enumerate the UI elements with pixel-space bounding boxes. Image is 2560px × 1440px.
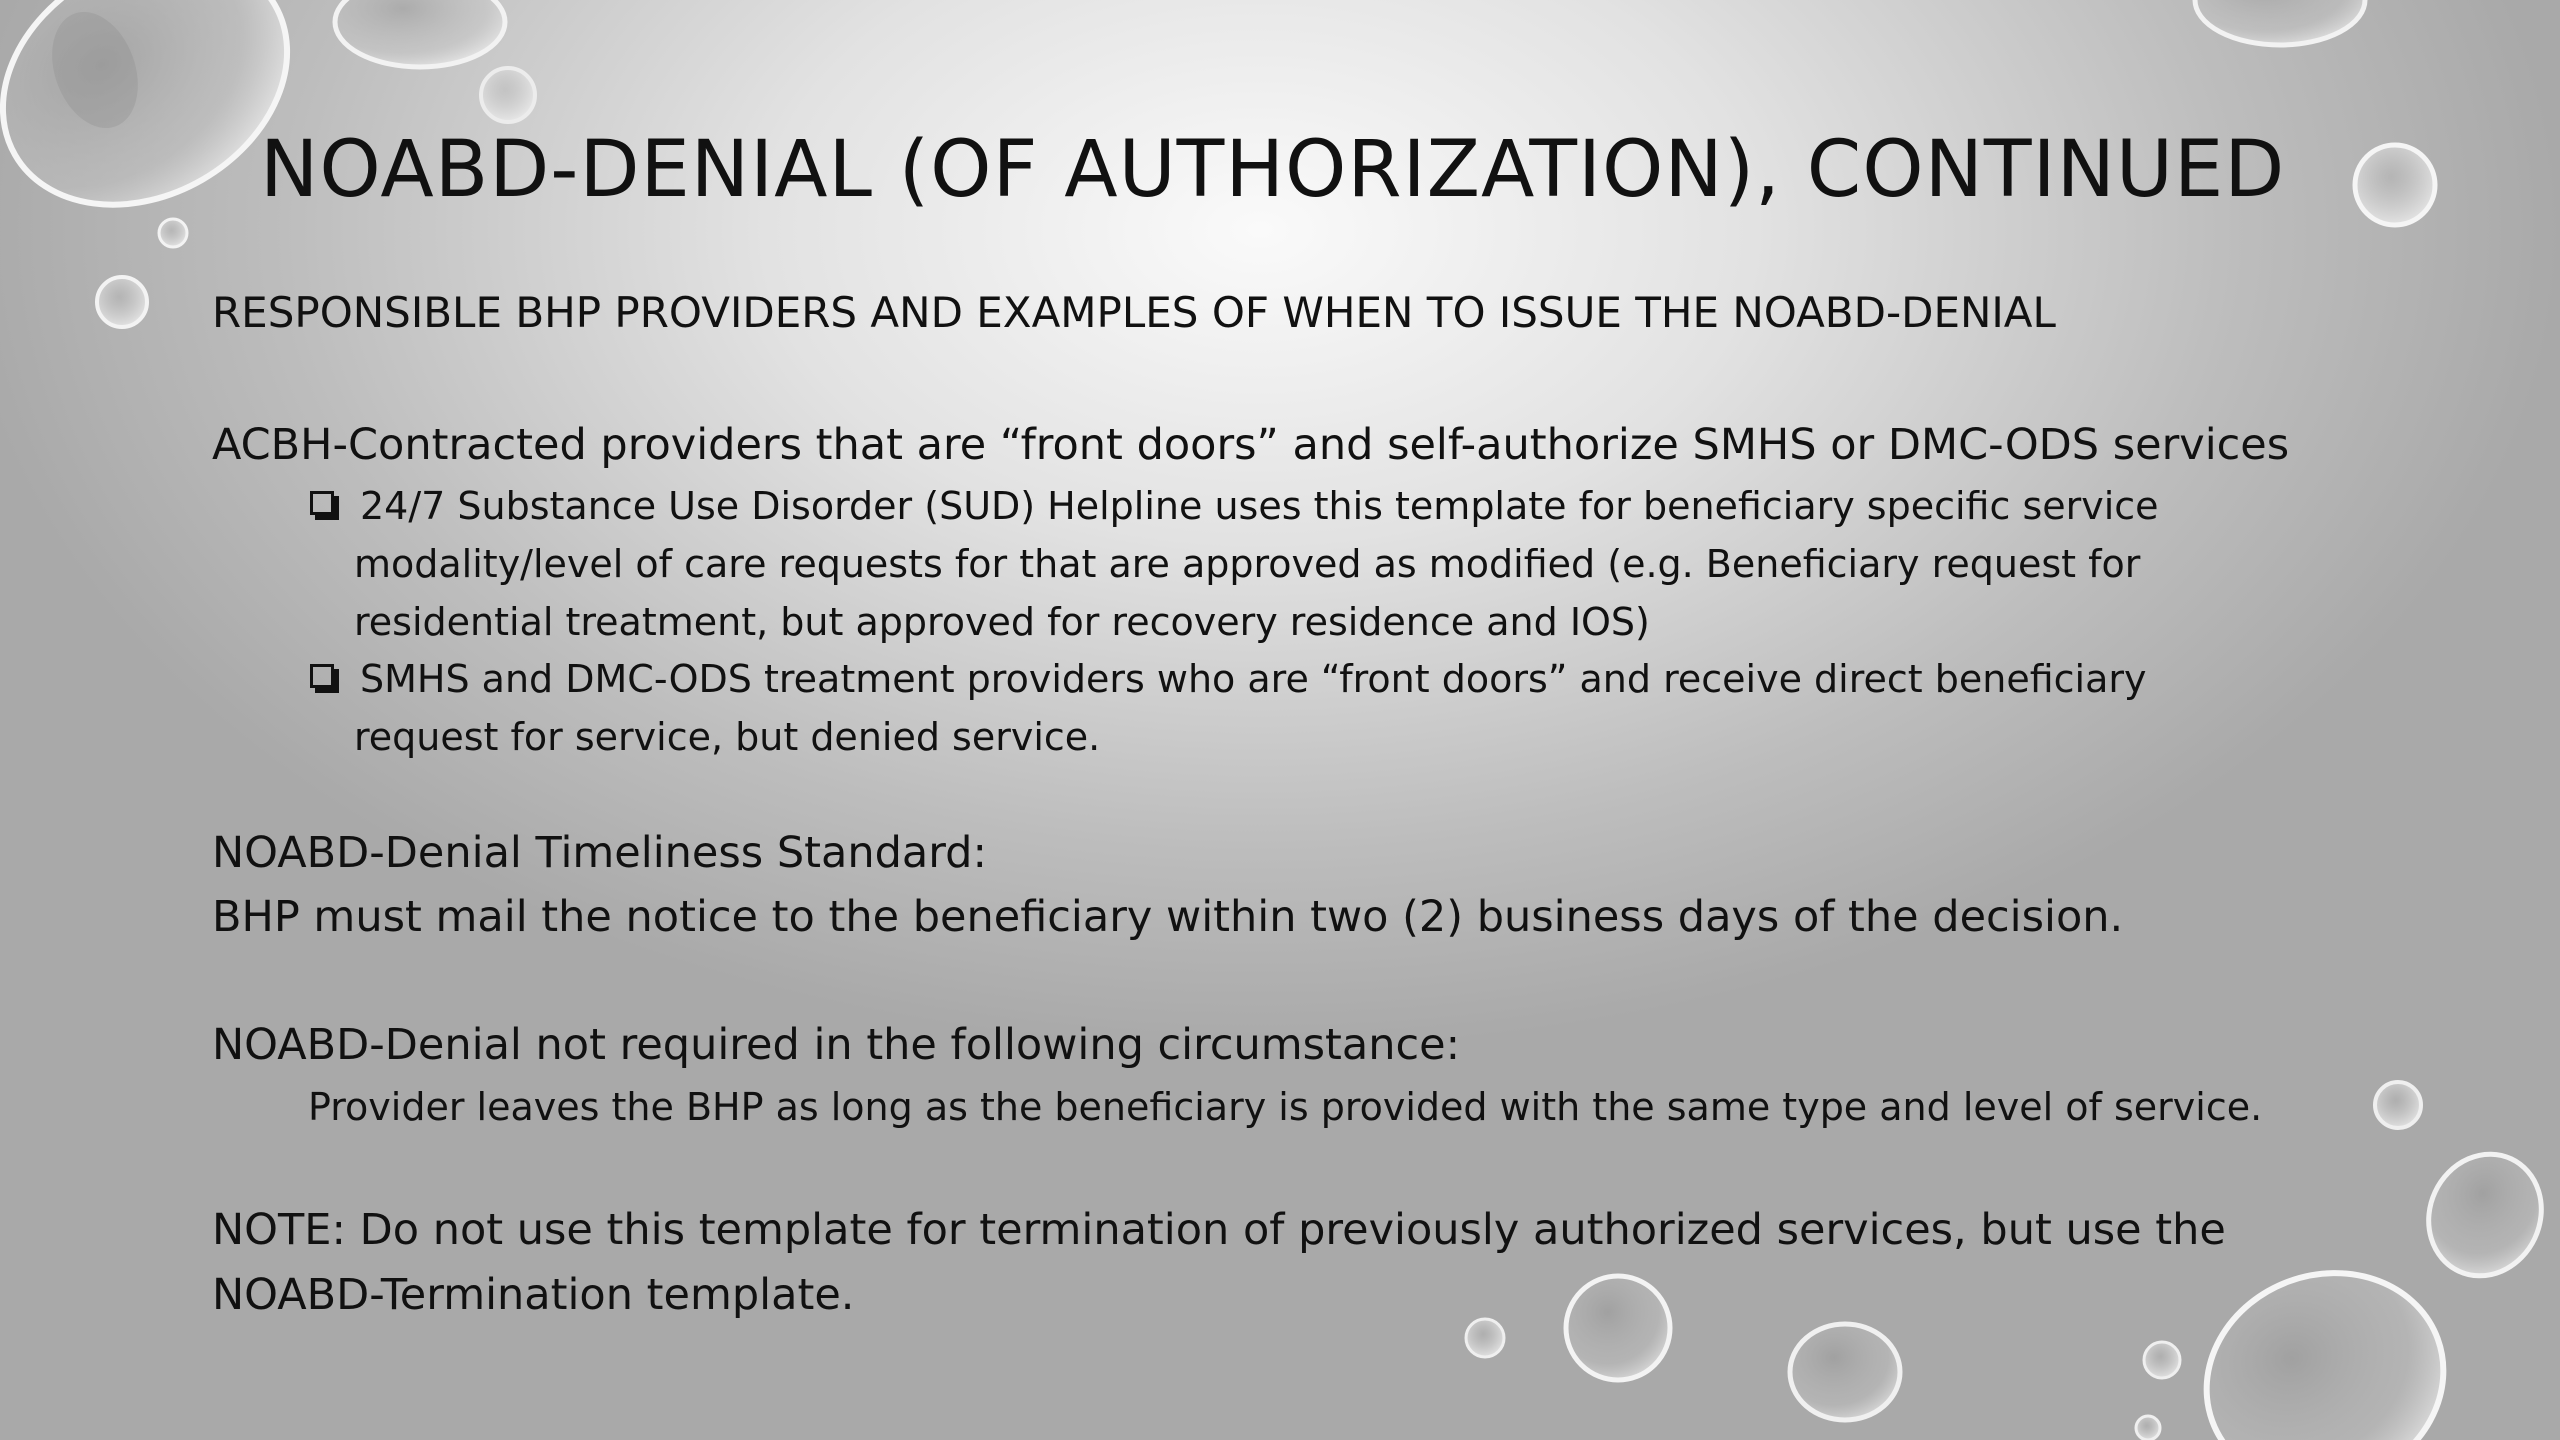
section1-heading: ACBH-Contracted providers that are “front doors” and self-authorize SMHS or DMC-ODS services xyxy=(212,420,2290,470)
section3-heading: NOABD-Denial not required in the following circumstance: xyxy=(212,1020,1461,1070)
bullet-text: SMHS and DMC-ODS treatment providers who are “front doors” and receive direct beneficiary xyxy=(360,657,2147,701)
note-line-2: NOABD-Termination template. xyxy=(212,1270,855,1320)
checkbox-bullet-icon xyxy=(310,491,334,515)
slide-title: NOABD-DENIAL (OF AUTHORIZATION), CONTINUED xyxy=(260,125,2286,215)
section2-text: BHP must mail the notice to the beneficiary within two (2) business days of the decision. xyxy=(212,892,2124,942)
section3-text: Provider leaves the BHP as long as the beneficiary is provided with the same type and level of service. xyxy=(308,1085,2263,1129)
checkbox-bullet-icon xyxy=(310,664,334,688)
bullet-line xyxy=(310,650,2250,708)
bullet-text: 24/7 Substance Use Disorder (SUD) Helpline uses this template for beneficiary specific service xyxy=(360,484,2159,528)
note-line-1: NOTE: Do not use this template for termination of previously authorized services, but use the xyxy=(212,1205,2226,1255)
slide-subtitle: RESPONSIBLE BHP PROVIDERS AND EXAMPLES OF WHEN TO ISSUE THE NOABD-DENIAL xyxy=(212,288,2056,337)
bullet-line: modality/level of care requests for that are approved as modified (e.g. Beneficiary request for xyxy=(354,542,2141,586)
bullet-item-helpline xyxy=(310,477,2250,651)
bullet-line: request for service, but denied service. xyxy=(354,715,1101,759)
bullet-line: residential treatment, but approved for recovery residence and IOS) xyxy=(354,600,1650,644)
section2-heading: NOABD-Denial Timeliness Standard: xyxy=(212,828,987,878)
bullet-item-front-door-providers xyxy=(310,650,2250,766)
bullet-line xyxy=(310,477,2250,535)
